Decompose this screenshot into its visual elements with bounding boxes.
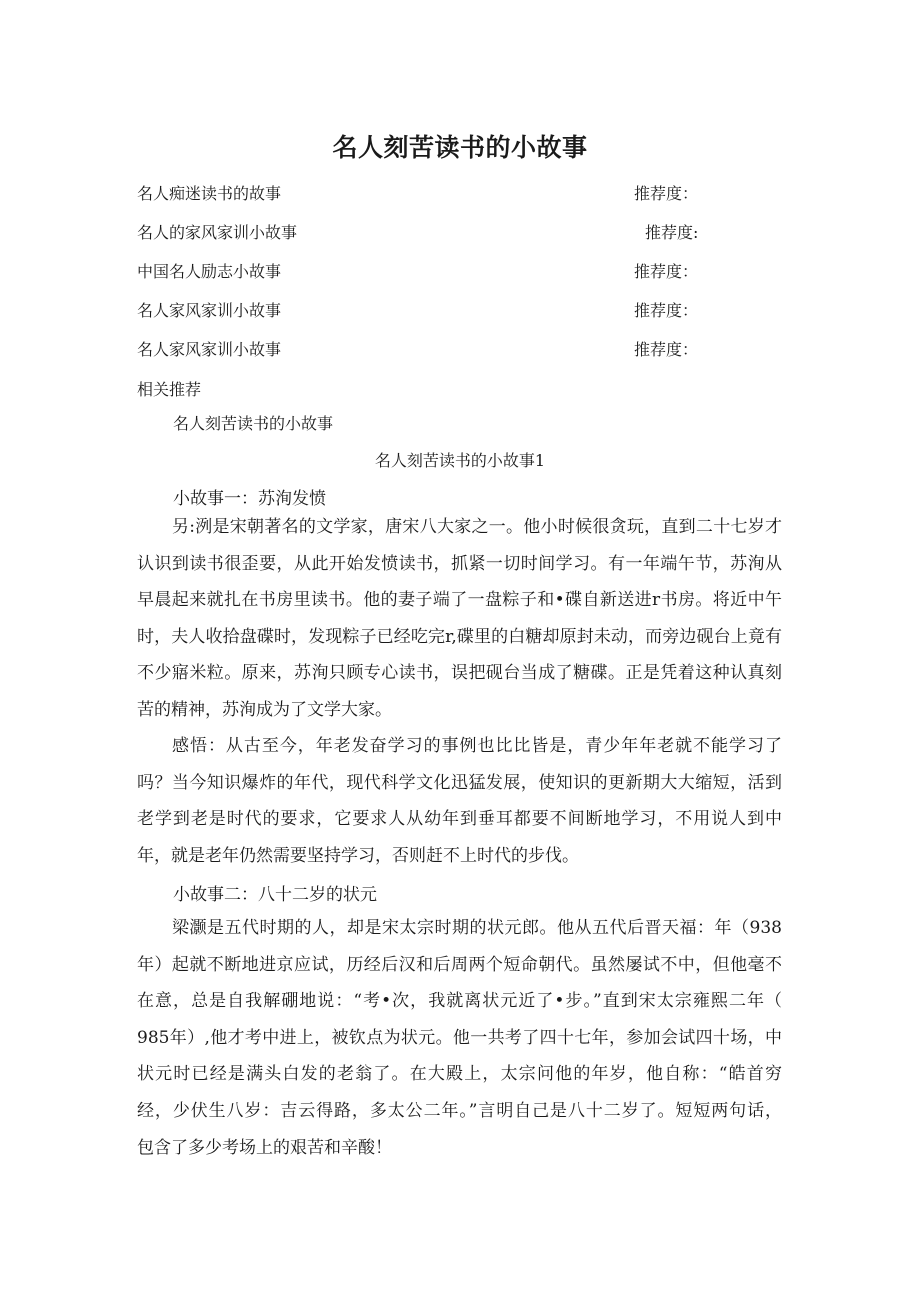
paragraph-line: 年，就是老年仍然需要坚持学习，否则赶不上时代的步伐。 — [137, 845, 579, 866]
recommendation-row[interactable] — [0, 220, 920, 246]
story2-heading: 小故事二：八十二岁的状元 — [173, 885, 377, 905]
related-heading: 相关推荐 — [137, 380, 202, 399]
recommend-score-label: 推荐度： — [634, 184, 699, 203]
paragraph-line: 梁灏是五代时期的人，却是宋太宗时期的状元郎。他从五代后晋天福：年（938 — [172, 918, 782, 938]
story1-paragraph — [137, 509, 782, 729]
paragraph-line: 在意，总是自我解硼地说：“考•次，我就离状元近了•步。”直到宋太宗雍熙二年（ — [137, 991, 782, 1012]
paragraph-line: 985年）,他才考中进上，被钦点为状元。他一共考了四十七年，参加会试四十场，中 — [137, 1027, 782, 1048]
section-title: 名人刻苦读书的小故事1 — [374, 451, 546, 470]
story1-heading: 小故事一：苏洵发愤 — [173, 489, 326, 509]
recommend-score-label: 推荐度： — [634, 262, 699, 281]
article-title: 名人刻苦读书的小故事 — [173, 414, 334, 433]
paragraph-line: 包含了多少考场上的艰苦和辛酸！ — [137, 1137, 392, 1158]
recommendation-row[interactable] — [0, 259, 920, 285]
recommendation-link[interactable]: 名人痴迷读书的故事 — [137, 184, 282, 203]
recommendation-row[interactable] — [0, 298, 920, 324]
paragraph-line: 不少寤米粒。原来，苏洵只顾专心读书，误把砚台当成了糖碟。正是凭着这种认真刻 — [137, 663, 782, 684]
recommendation-link[interactable]: 名人家风家训小故事 — [137, 340, 282, 359]
recommendation-link[interactable]: 中国名人励志小故事 — [137, 262, 282, 281]
paragraph-line: 老学到老是时代的要求，它要求人从幼年到垂耳都要不间断地学习，不用说人到中 — [137, 809, 782, 830]
recommendation-link[interactable]: 名人的家风家训小故事 — [137, 223, 298, 242]
paragraph-line: 时，夫人收拾盘碟时，发现粽子已经吃完r,碟里的白糖却原封未动，而旁边砚台上竟有 — [137, 626, 782, 647]
paragraph-line: 苦的精神，苏洵成为了文学大家。 — [137, 699, 392, 720]
paragraph-line: 经，少伏生八岁：吉云得路，多太公二年。”言明自己是八十二岁了。短短两句话， — [137, 1100, 782, 1121]
paragraph-line: 年）起就不断地进京应试，历经后汉和后周两个短命朝代。虽然屡试不中，但他毫不 — [137, 954, 782, 975]
paragraph-line: 另:洌是宋朝著名的文学家，唐宋八大家之一。他小时候很贪玩，直到二十七岁才 — [172, 517, 782, 537]
recommendation-row[interactable] — [0, 181, 920, 207]
recommend-score-label: 推荐度： — [634, 301, 699, 320]
recommendation-link[interactable]: 名人家风家训小故事 — [137, 301, 282, 320]
paragraph-line: 认识到读书很歪要，从此开始发愤读书，抓紧一切时间学习。有一年端午节，苏洵从 — [137, 553, 782, 574]
recommend-score-label: 推荐度： — [634, 340, 699, 359]
paragraph-line: 感悟：从古至今，年老发奋学习的事例也比比皆是，青少年年老就不能学习了 — [172, 736, 782, 756]
paragraph-line: 吗？当今知识爆炸的年代，现代科学文化迅猛发展，使知识的更新期大大缩短，活到 — [137, 772, 782, 793]
document-title: 名人刻苦读书的小故事 — [332, 133, 588, 162]
paragraph-line: 早晨起来就扎在书房里读书。他的妻子端了一盘粽子和•碟自新送进r书房。将近中午 — [137, 590, 782, 611]
insight-paragraph — [137, 728, 782, 874]
story2-paragraph — [137, 910, 782, 1166]
paragraph-line: 状元时已经是满头白发的老翁了。在大殿上，太宗问他的年岁，他自称：“皓首穷 — [137, 1064, 782, 1085]
recommendation-row[interactable] — [0, 337, 920, 363]
recommend-score-label: 推荐度: — [645, 223, 699, 242]
